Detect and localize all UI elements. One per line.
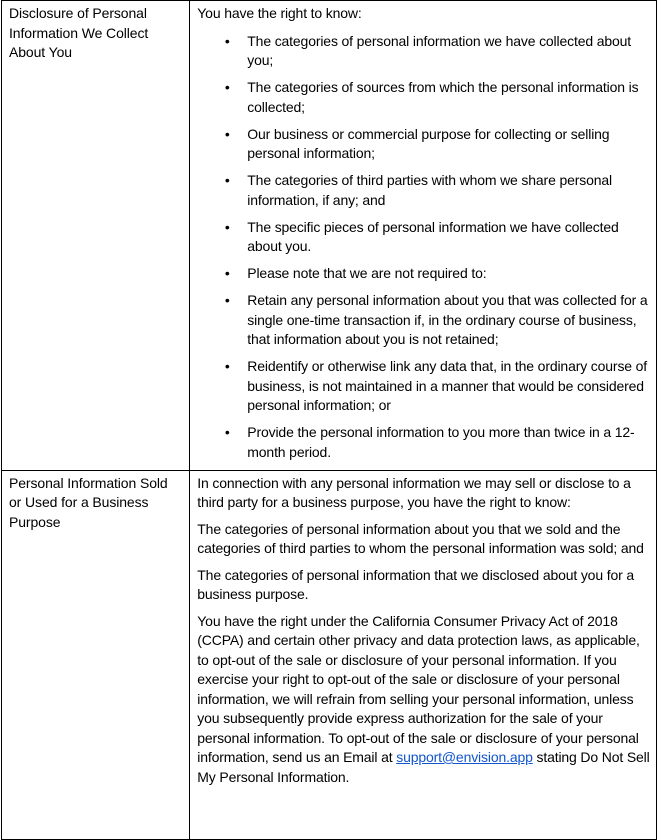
bullet-item: • Reidentify or otherwise link any data that, in the ordinary course of business, is not maintained in a manner that would be considered personal information; or: [197, 357, 651, 416]
rights-bullet-list: [197, 32, 651, 463]
bullet-icon: •: [224, 32, 230, 49]
row-label: Personal Information Sold or Used for a Business Purpose: [9, 474, 168, 530]
bullet-icon: •: [224, 358, 230, 374]
intro-text: You have the right to know:: [197, 5, 362, 21]
ccpa-paragraph: You have the right under the California Consumer Privacy Act of 2018 (CCPA) and certain other privacy and data protection laws, as applicable, to opt-out of the sale or disclosure of your personal information. If you exercise your right to opt-out of the sale or disclosure of your personal information, we will refrain from selling your personal information, unless you subsequently provide express authorization for the sale of your personal information. To opt-out of the sale or disclosure of your personal information, send us an Email at support@envision.app stating Do Not Sell My Personal Information.: [197, 612, 650, 785]
row-content-cell: [190, 470, 657, 839]
row-label-cell: [2, 470, 190, 839]
row-content-cell: [190, 1, 657, 471]
bullet-item: • Retain any personal information about you that was collected for a single one-time transaction if, in the ordinary course of business, that information about you is not retained;: [197, 291, 651, 350]
bullet-item: • Please note that we are not required to:: [197, 264, 651, 284]
bullet-icon: •: [224, 218, 230, 235]
bullet-item: • The specific pieces of personal information we have collected about you.: [197, 218, 651, 257]
paragraph: The categories of personal information that we disclosed about you for a business purpose.: [197, 566, 634, 602]
row-label-cell: [2, 1, 190, 471]
rights-table: [1, 0, 657, 840]
bullet-icon: •: [224, 292, 230, 308]
bullet-icon: •: [224, 424, 230, 440]
bullet-item: • Provide the personal information to you more than twice in a 12-month period.: [197, 423, 651, 462]
row-label: Disclosure of Personal Information We Collect About You: [9, 5, 149, 60]
table-row-disclosure: [2, 1, 657, 471]
bullet-item: • The categories of sources from which the personal information is collected;: [197, 78, 651, 117]
bullet-item: • The categories of personal information we have collected about you;: [197, 32, 651, 71]
bullet-icon: •: [224, 265, 230, 281]
table-row-sold-or-used: [2, 470, 657, 839]
bullet-icon: •: [224, 172, 230, 188]
support-email-link[interactable]: support@envision.app: [396, 749, 533, 765]
paragraph: In connection with any personal information we may sell or disclose to a third party for a business purpose, you have the right to know:: [197, 474, 631, 510]
bullet-icon: •: [224, 125, 230, 142]
bullet-item: • The categories of third parties with whom we share personal information, if any; and: [197, 171, 651, 210]
bullet-icon: •: [224, 79, 230, 95]
paragraph: The categories of personal information about you that we sold and the categories of third parties to whom the personal information was sold; and: [197, 520, 644, 556]
bullet-item: • Our business or commercial purpose for collecting or selling personal information;: [197, 125, 651, 164]
